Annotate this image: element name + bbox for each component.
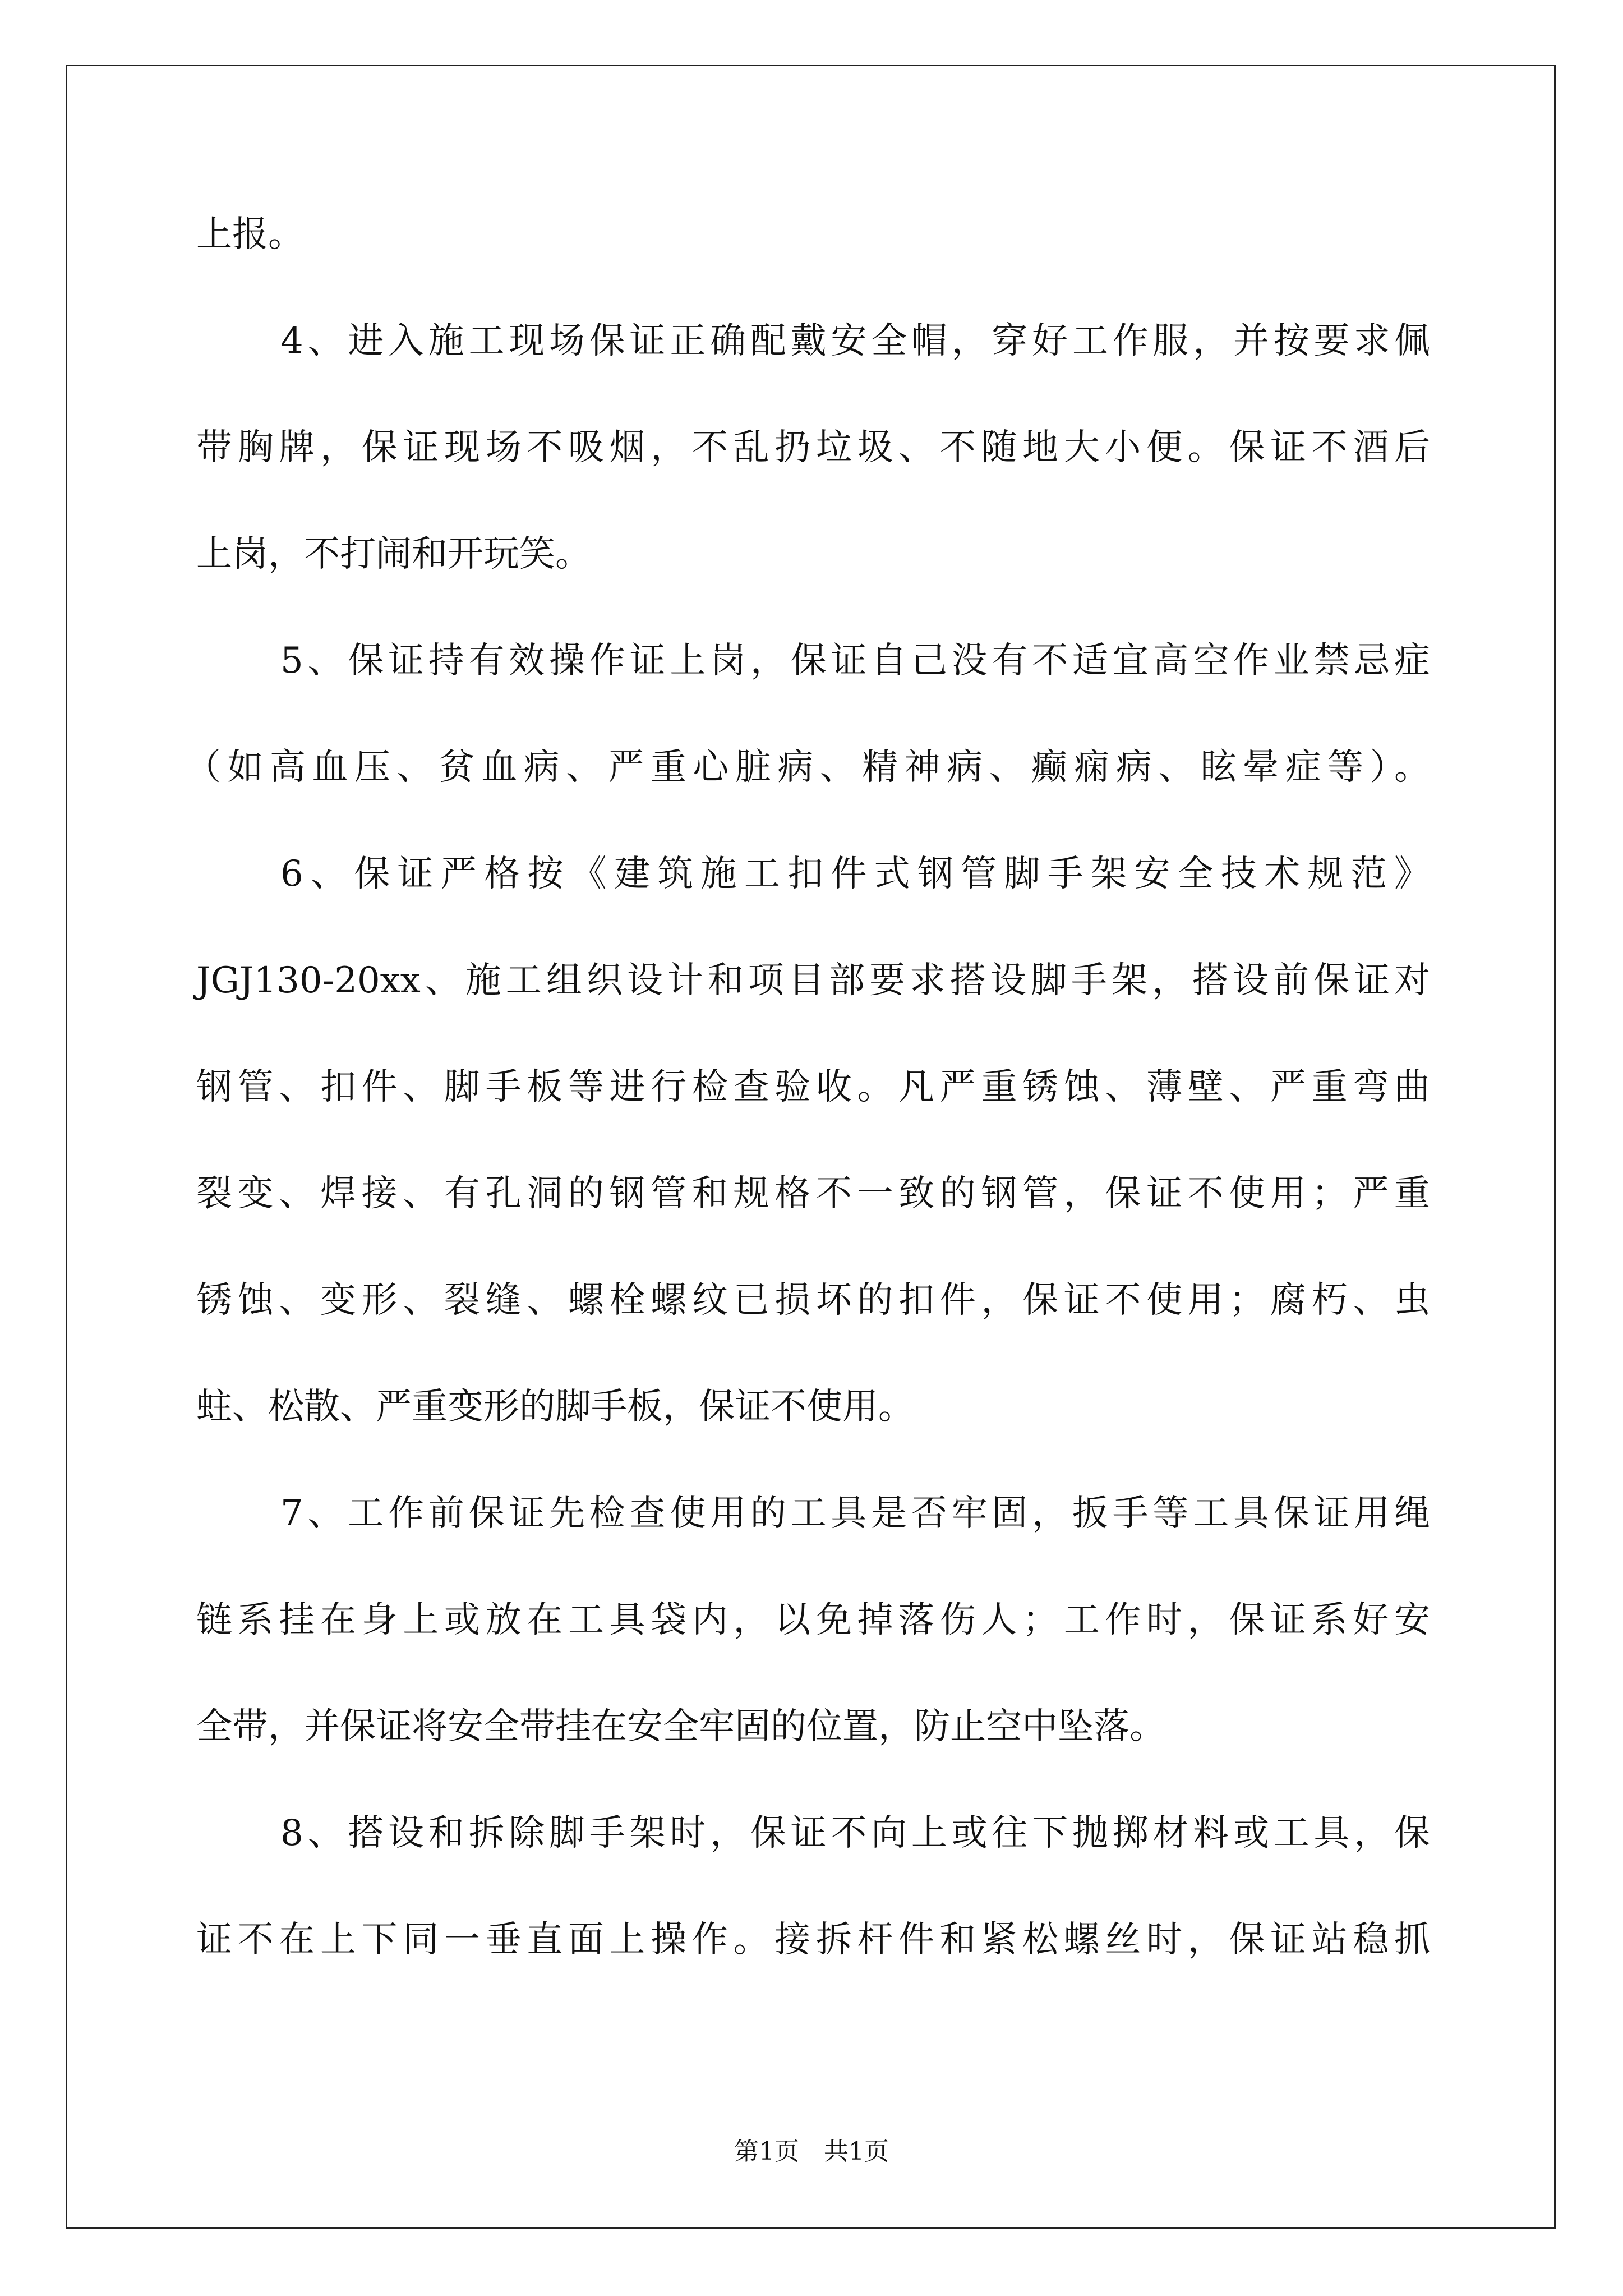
page-border [66,65,1556,2229]
page-number-footer: 第1页 共1页 [734,2137,889,2166]
text-line: 上岗，不打闹和开玩笑。 [196,533,591,575]
paragraph-8-line-1: 8、搭设和拆除脚手架时，保证不向上或往下抛掷材料或工具，保 [280,1812,1430,1854]
text-line: JGJ130-20xx、施工组织设计和项目部要求搭设脚手架，搭设前保证对 [196,960,1430,1001]
text-line: 上报。 [196,214,304,255]
text-line: （如高血压、贫血病、严重心脏病、精神病、癫痫病、眩晕症等）。 [185,747,1430,788]
text-line: 带胸牌，保证现场不吸烟，不乱扔垃圾、不随地大小便。保证不酒后 [196,427,1430,468]
text-line: 全带，并保证将安全带挂在安全牢固的位置，防止空中坠落。 [196,1706,1165,1747]
text-line: 钢管、扣件、脚手板等进行检查验收。凡严重锈蚀、薄壁、严重弯曲 [196,1066,1430,1108]
text-line: 锈蚀、变形、裂缝、螺栓螺纹已损坏的扣件，保证不使用；腐朽、虫 [196,1280,1430,1321]
text-line: 证不在上下同一垂直面上操作。接拆杆件和紧松螺丝时，保证站稳抓 [196,1919,1430,1961]
text-line: 链系挂在身上或放在工具袋内，以免掉落伤人；工作时，保证系好安 [196,1599,1430,1641]
paragraph-7-line-1: 7、工作前保证先检查使用的工具是否牢固，扳手等工具保证用绳 [280,1493,1430,1534]
text-line: 裂变、焊接、有孔洞的钢管和规格不一致的钢管，保证不使用；严重 [196,1173,1430,1214]
paragraph-5-line-1: 5、保证持有效操作证上岗，保证自己没有不适宜高空作业禁忌症 [280,640,1430,682]
text-line: 蛀、松散、严重变形的脚手板，保证不使用。 [196,1386,914,1428]
paragraph-6-line-1: 6、保证严格按《建筑施工扣件式钢管脚手架安全技术规范》 [280,853,1430,895]
paragraph-4-line-1: 4、进入施工现场保证正确配戴安全帽，穿好工作服，并按要求佩 [280,320,1430,362]
